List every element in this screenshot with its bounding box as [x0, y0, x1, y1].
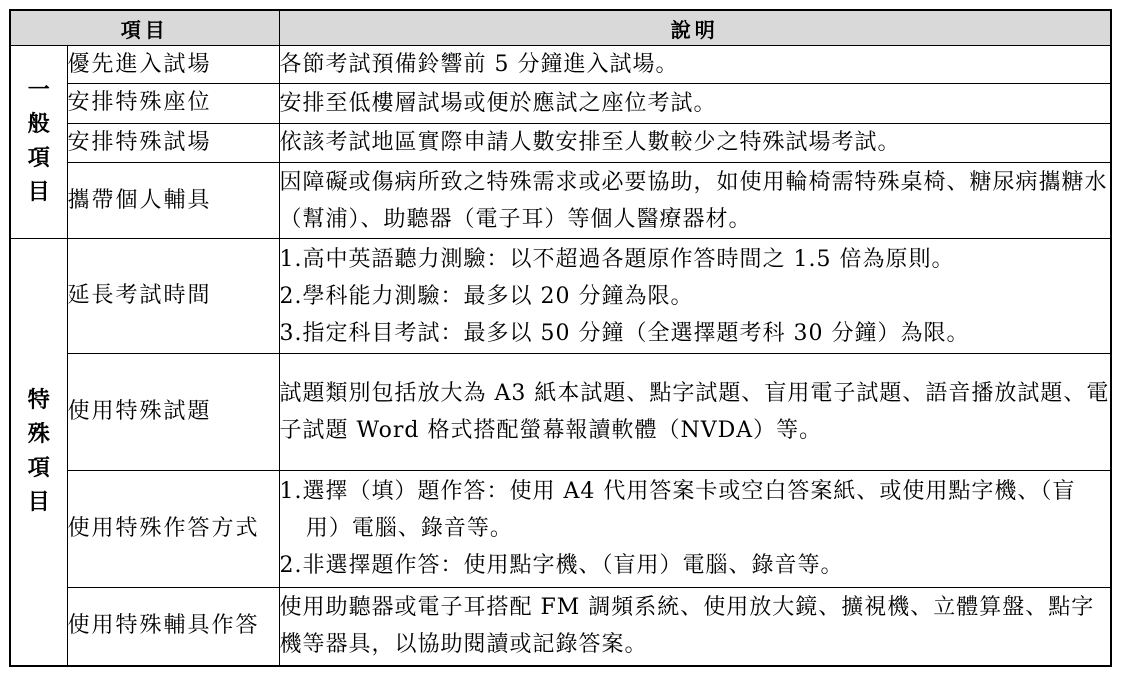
table-row: [10, 162, 1111, 239]
description-line: 1.選擇（填）題作答：使用 A4 代用答案卡或空白答案紙、或使用點字機、（盲用）電腦、錄音等。: [279, 479, 1076, 542]
table-row: [10, 84, 1111, 123]
description-line: 2.學科能力測驗：最多以 20 分鐘為限。: [279, 283, 694, 309]
description-cell: [279, 587, 1111, 666]
item-cell: 安排特殊試場: [67, 123, 279, 162]
description-cell: 安排至低樓層試場或便於應試之座位考試。: [279, 84, 1111, 123]
header-description: 說明: [279, 10, 1111, 46]
table-row: [10, 123, 1111, 162]
description-text: 使用助聽器或電子耳搭配 FM 調頻系統、使用放大鏡、擴視機、立體算盤、點字機等器具，以協助閱讀或記錄答案。: [279, 595, 1095, 658]
description-line: 2.非選擇題作答：使用點字機、（盲用）電腦、錄音等。: [279, 553, 844, 579]
item-cell: 使用特殊作答方式: [67, 471, 279, 588]
item-cell: 使用特殊輔具作答: [67, 587, 279, 666]
table-row: [10, 587, 1111, 666]
item-cell: 使用特殊試題: [67, 354, 279, 471]
category-general: [10, 46, 67, 239]
header-item: 項目: [10, 10, 279, 46]
table-row: [10, 239, 1111, 354]
description-text: 因障礙或傷病所致之特殊需求或必要協助，如使用輪椅需特殊桌椅、糖尿病攜糖水（幫浦）、助聽器（電子耳）等個人醫療器材。: [279, 169, 1108, 232]
item-cell: 優先進入試場: [67, 46, 279, 84]
accommodation-table: [9, 9, 1112, 667]
category-general-label: 一般項目: [27, 78, 50, 206]
description-line: 3.指定科目考試：最多以 50 分鐘（全選擇題考科 30 分鐘）為限。: [279, 320, 970, 346]
item-cell: 延長考試時間: [67, 239, 279, 354]
description-text: 試題類別包括放大為 A3 紙本試題、點字試題、盲用電子試題、語音播放試題、電子試題 Word 格式搭配螢幕報讀軟體（NVDA）等。: [279, 381, 1110, 444]
table-row: [10, 471, 1111, 588]
category-special-label: 特殊項目: [27, 388, 50, 516]
description-cell: [279, 354, 1111, 471]
header-row: [10, 10, 1111, 46]
item-cell: 安排特殊座位: [67, 84, 279, 123]
description-cell: [279, 471, 1111, 588]
description-line: 1.高中英語聽力測驗：以不超過各題原作答時間之 1.5 倍為原則。: [279, 246, 955, 272]
category-special: [10, 239, 67, 666]
description-cell: 各節考試預備鈴響前 5 分鐘進入試場。: [279, 46, 1111, 84]
description-cell: [279, 239, 1111, 354]
item-cell: 攜帶個人輔具: [67, 162, 279, 239]
description-cell: [279, 162, 1111, 239]
description-cell: 依該考試地區實際申請人數安排至人數較少之特殊試場考試。: [279, 123, 1111, 162]
table-row: [10, 354, 1111, 471]
table-row: [10, 46, 1111, 84]
